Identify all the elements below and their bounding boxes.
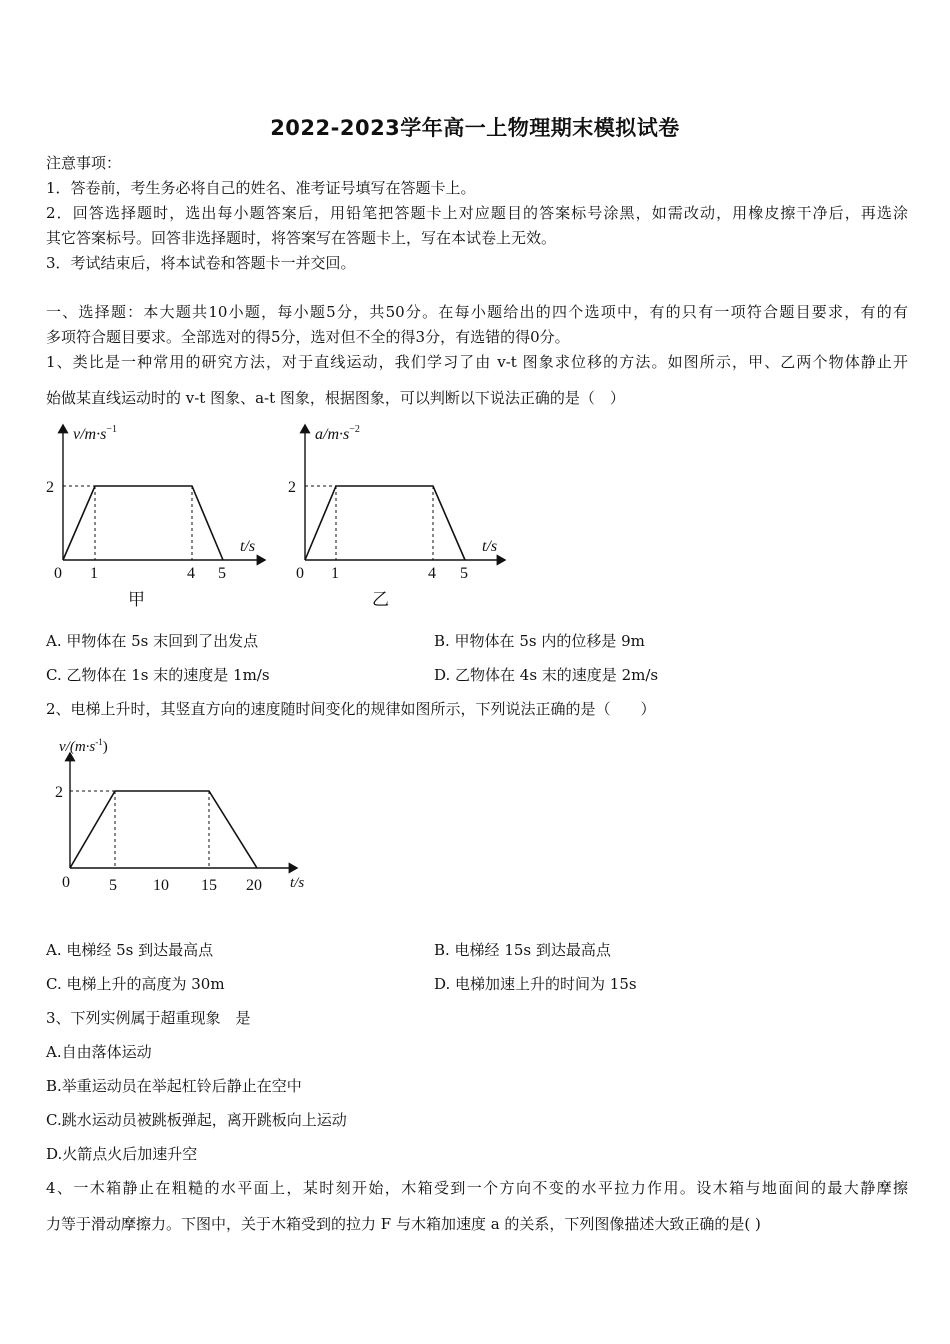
q2-ytick: 2 bbox=[55, 784, 63, 801]
yi-caption: 乙 bbox=[372, 590, 389, 609]
q2-xtick-20: 20 bbox=[246, 877, 262, 894]
jia-ylabel: $v/m\cdot s^{-1}$ bbox=[73, 424, 117, 443]
yi-ylabel: $a/m\cdot s^{-2}$ bbox=[315, 424, 360, 443]
yi-xtick-0: 0 bbox=[296, 565, 304, 582]
q2-stem: 2、电梯上升时，其竖直方向的速度随时间变化的规律如图所示，下列说法正确的是（ ） bbox=[46, 700, 656, 718]
figure-jia bbox=[40, 415, 280, 615]
jia-xtick-0: 0 bbox=[54, 565, 62, 582]
jia-caption: 甲 bbox=[128, 590, 145, 609]
q2-option-a: A. 电梯经 5s 到达最高点 bbox=[46, 941, 214, 959]
q3-option-c: C.跳水运动员被跳板弹起，离开跳板向上运动 bbox=[46, 1111, 347, 1129]
figure-q2 bbox=[45, 735, 325, 895]
section-1-line-a: 一、选择题：本大题共10小题，每小题5分，共50分。在每小题给出的四个选项中，有的只有一项符合题目要求，有的有 bbox=[46, 303, 908, 321]
q1-stem-a: 1、类比是一种常用的研究方法，对于直线运动，我们学习了由 v-t 图象求位移的方法。如图所示，甲、乙两个物体静止开 bbox=[46, 353, 908, 371]
q2-xtick-15: 15 bbox=[201, 877, 217, 894]
notice-item-2a: 2．回答选择题时，选出每小题答案后，用铅笔把答题卡上对应题目的答案标号涂黑，如需改动，用橡皮擦干净后，再选涂 bbox=[46, 204, 908, 222]
q3-stem: 3、下列实例属于超重现象 是 bbox=[46, 1009, 251, 1027]
jia-xtick-4: 4 bbox=[187, 565, 195, 582]
yi-xtick-5: 5 bbox=[460, 565, 468, 582]
q3-option-d: D.火箭点火后加速升空 bbox=[46, 1145, 198, 1163]
q1-stem-b: 始做某直线运动时的 v-t 图象、a-t 图象，根据图象，可以判断以下说法正确的是（ ） bbox=[46, 389, 625, 407]
q2-xtick-0: 0 bbox=[62, 874, 70, 891]
q4-stem-a: 4、一木箱静止在粗糙的水平面上，某时刻开始，木箱受到一个方向不变的水平拉力作用。设木箱与地面间的最大静摩擦 bbox=[46, 1179, 908, 1197]
q3-option-b: B.举重运动员在举起杠铃后静止在空中 bbox=[46, 1077, 302, 1095]
notice-item-1: 1．答卷前，考生务必将自己的姓名、准考证号填写在答题卡上。 bbox=[46, 179, 476, 197]
notice-item-3: 3．考试结束后，将本试卷和答题卡一并交回。 bbox=[46, 254, 356, 272]
jia-xtick-5: 5 bbox=[218, 565, 226, 582]
q1-option-b: B. 甲物体在 5s 内的位移是 9m bbox=[434, 632, 645, 650]
yi-accel-curve bbox=[305, 486, 465, 560]
q1-option-d: D. 乙物体在 4s 末的速度是 2m/s bbox=[434, 666, 659, 684]
jia-xtick-1: 1 bbox=[90, 565, 98, 582]
yi-xtick-4: 4 bbox=[428, 565, 436, 582]
q2-xlabel: t/s bbox=[290, 875, 305, 891]
q2-xtick-10: 10 bbox=[153, 877, 169, 894]
q2-xtick-5: 5 bbox=[109, 877, 117, 894]
q3-option-a: A.自由落体运动 bbox=[46, 1043, 152, 1061]
yi-xlabel: t/s bbox=[482, 538, 498, 555]
figure-yi bbox=[280, 415, 520, 615]
q2-option-d: D. 电梯加速上升的时间为 15s bbox=[434, 975, 637, 993]
q2-ylabel: $v/(m\cdot s^{-1})$ bbox=[59, 737, 108, 755]
q2-velocity-curve bbox=[70, 791, 257, 868]
yi-xtick-1: 1 bbox=[331, 565, 339, 582]
page-title: 2022-2023学年高一上物理期末模拟试卷 bbox=[270, 116, 680, 140]
q1-option-a: A. 甲物体在 5s 末回到了出发点 bbox=[46, 632, 259, 650]
section-1-line-b: 多项符合题目要求。全部选对的得5分，选对但不全的得3分，有选错的得0分。 bbox=[46, 328, 570, 346]
q1-option-c: C. 乙物体在 1s 末的速度是 1m/s bbox=[46, 666, 270, 684]
q4-stem-b: 力等于滑动摩擦力。下图中，关于木箱受到的拉力 F 与木箱加速度 a 的关系，下列图像描述大致正确的是( ) bbox=[46, 1215, 761, 1233]
notice-item-2b: 其它答案标号。回答非选择题时，将答案写在答题卡上，写在本试卷上无效。 bbox=[46, 229, 557, 247]
q2-option-c: C. 电梯上升的高度为 30m bbox=[46, 975, 225, 993]
yi-ytick: 2 bbox=[288, 479, 296, 496]
notice-heading: 注意事项： bbox=[46, 154, 122, 172]
jia-velocity-curve bbox=[63, 486, 223, 560]
jia-ytick: 2 bbox=[46, 479, 54, 496]
jia-xlabel: t/s bbox=[240, 538, 256, 555]
q2-option-b: B. 电梯经 15s 到达最高点 bbox=[434, 941, 611, 959]
